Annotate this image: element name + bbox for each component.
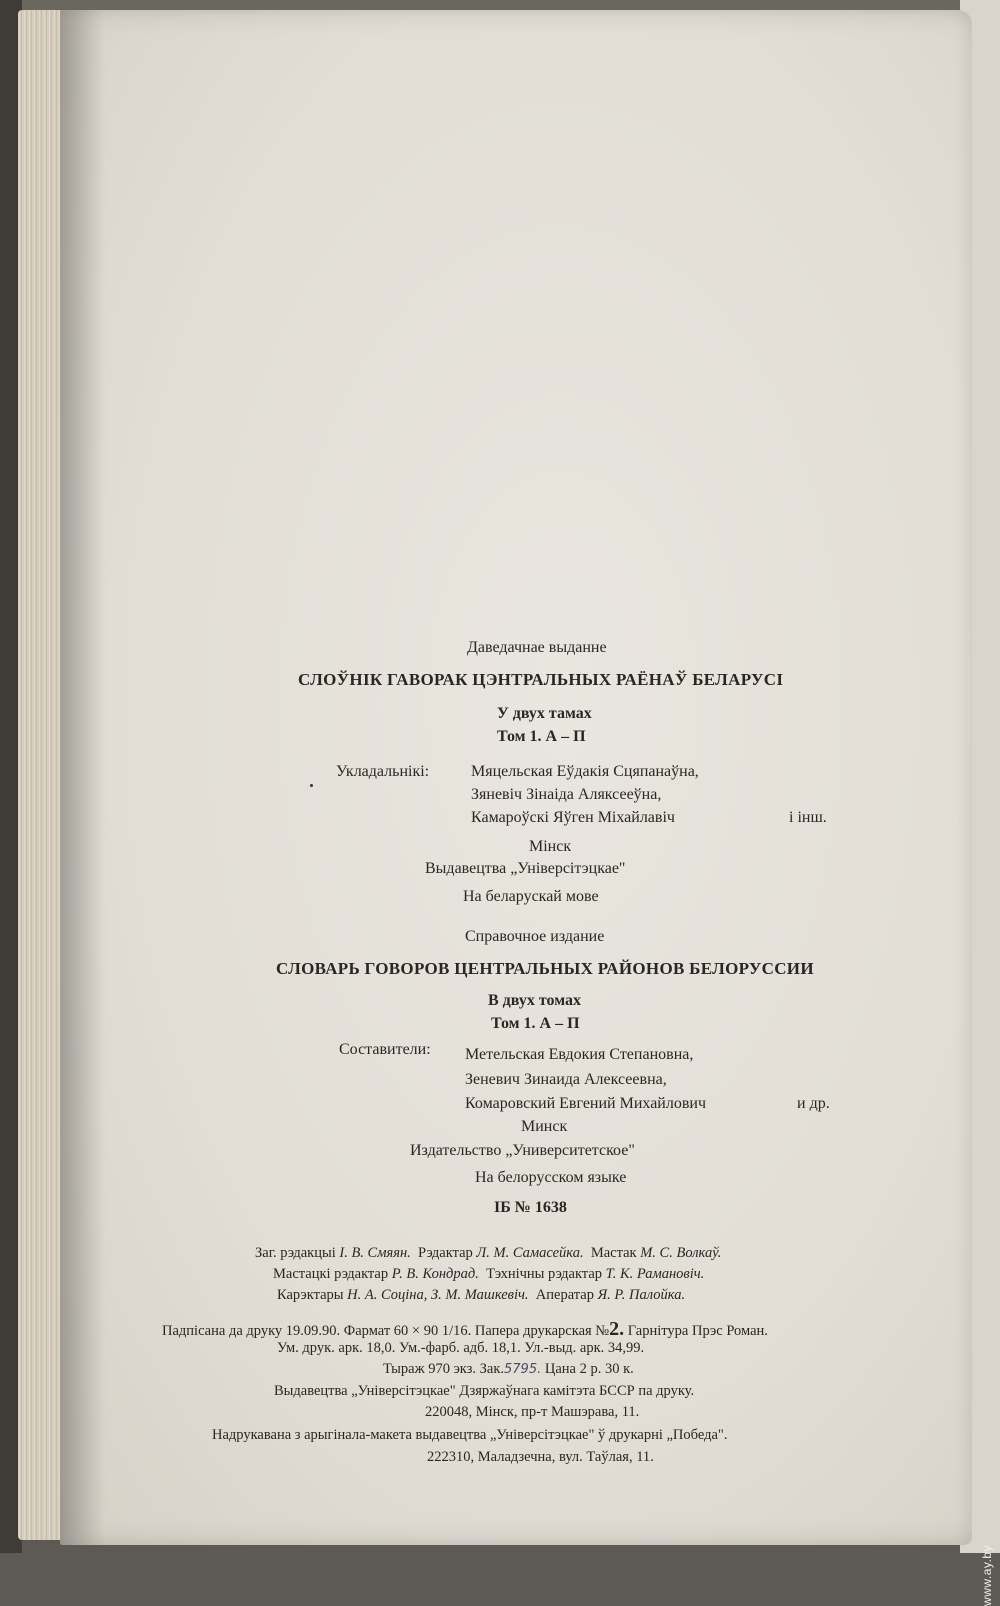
staff-line-3 bbox=[277, 1287, 685, 1304]
imprint-print-run: Тыраж 970 экз. Зак. bbox=[383, 1361, 505, 1377]
be-compiler-1: Мяцельская Еўдакія Сцяпанаўна, bbox=[471, 763, 699, 780]
be-language: На беларускай мове bbox=[463, 888, 599, 905]
staff-art-editor-name: Р. В. Кондрад. bbox=[391, 1266, 479, 1282]
imprint-line-3 bbox=[383, 1361, 634, 1378]
be-volumes: У двух тамах bbox=[497, 705, 592, 722]
staff-artist-name: М. С. Волкаў. bbox=[640, 1245, 722, 1261]
imprint-line-6: Надрукавана з арыгінала-макета выдавецтва „Універсітэцкае" ў друкарні „Победа". bbox=[212, 1427, 728, 1443]
be-compiler-2: Зяневіч Зінаіда Аляксееўна, bbox=[471, 786, 662, 803]
ib-number: ІБ № 1638 bbox=[494, 1199, 567, 1216]
be-volume: Том 1. А – П bbox=[497, 728, 586, 745]
staff-tech-editor-name: Т. К. Рамановіч. bbox=[605, 1266, 705, 1282]
be-compiler-more: і інш. bbox=[789, 809, 827, 826]
imprint-line-5: 220048, Мінск, пр-т Машэрава, 11. bbox=[425, 1404, 640, 1420]
ru-compilers-label: Составители: bbox=[339, 1041, 431, 1058]
imprint-line-7: 222310, Маладзечна, вул. Таўлая, 11. bbox=[427, 1449, 654, 1465]
staff-line-1 bbox=[255, 1245, 721, 1262]
imprint-line-4: Выдавецтва „Універсітэцкае" Дзяржаўнага камітэта БССР па друку. bbox=[274, 1383, 695, 1399]
ru-compiler-2: Зеневич Зинаида Алексеевна, bbox=[465, 1071, 667, 1088]
staff-art-editor-label: Мастацкі рэдактар bbox=[273, 1266, 389, 1282]
staff-proofreaders-label: Карэктары bbox=[277, 1287, 344, 1303]
be-publisher: Выдавецтва „Універсітэцкае" bbox=[425, 860, 626, 877]
staff-proofreaders-names: Н. А. Соціна, З. М. Машкевіч. bbox=[347, 1287, 529, 1303]
ink-dot bbox=[310, 784, 313, 787]
staff-operator-name: Я. Р. Палойка. bbox=[597, 1287, 686, 1303]
ru-type-label: Справочное издание bbox=[465, 928, 605, 945]
be-compiler-3: Камароўскі Яўген Міхайлавіч bbox=[471, 809, 675, 826]
staff-line-2 bbox=[273, 1266, 704, 1283]
ru-language: На белорусском языке bbox=[475, 1169, 627, 1186]
imprint-line-1 bbox=[162, 1318, 768, 1341]
ru-compiler-3: Комаровский Евгений Михайлович bbox=[465, 1095, 707, 1112]
watermark-text: www.ay.by bbox=[980, 1545, 994, 1606]
staff-chief-name: І. В. Смяян. bbox=[339, 1245, 411, 1261]
imprint-order-number: 5795. bbox=[504, 1362, 542, 1377]
imprint-price: Цана 2 р. 30 к. bbox=[544, 1361, 634, 1377]
ru-volume: Том 1. А – П bbox=[491, 1015, 580, 1032]
ru-compiler-more: и др. bbox=[797, 1095, 830, 1112]
book-page-edges bbox=[18, 10, 63, 1540]
imprint-paper-number: 2. bbox=[609, 1318, 625, 1340]
be-city: Мінск bbox=[529, 838, 572, 855]
ru-publisher: Издательство „Университетское" bbox=[410, 1142, 635, 1159]
imprint-typeface: Гарнітура Прэс Роман. bbox=[627, 1323, 768, 1339]
be-compilers-label: Укладальнікі: bbox=[336, 763, 430, 780]
imprint-signed: Падпісана да друку 19.09.90. Фармат 60 × 90 1/16. Папера друкарская № bbox=[162, 1323, 610, 1339]
staff-editor-name: Л. М. Самасейка. bbox=[476, 1245, 584, 1261]
imprint-line-2: Ум. друк. арк. 18,0. Ум.-фарб. адб. 18,1. Ул.-выд. арк. 34,99. bbox=[277, 1340, 645, 1356]
ru-city: Минск bbox=[521, 1118, 568, 1135]
staff-artist-label: Мастак bbox=[590, 1245, 637, 1261]
spine-shadow bbox=[60, 10, 105, 1545]
staff-chief-label: Заг. рэдакцыі bbox=[255, 1245, 336, 1261]
ru-title: СЛОВАРЬ ГОВОРОВ ЦЕНТРАЛЬНЫХ РАЙОНОВ БЕЛОРУССИИ bbox=[276, 959, 814, 978]
be-title: СЛОЎНІК ГАВОРАК ЦЭНТРАЛЬНЫХ РАЁНАЎ БЕЛАРУСІ bbox=[298, 670, 784, 689]
ru-volumes: В двух томах bbox=[488, 992, 581, 1009]
staff-tech-editor-label: Тэхнічны рэдактар bbox=[486, 1266, 603, 1282]
staff-editor-label: Рэдактар bbox=[418, 1245, 473, 1261]
ru-compiler-1: Метельская Евдокия Степановна, bbox=[465, 1046, 694, 1063]
be-type-label: Даведачнае выданне bbox=[467, 639, 607, 656]
staff-operator-label: Аператар bbox=[535, 1287, 594, 1303]
